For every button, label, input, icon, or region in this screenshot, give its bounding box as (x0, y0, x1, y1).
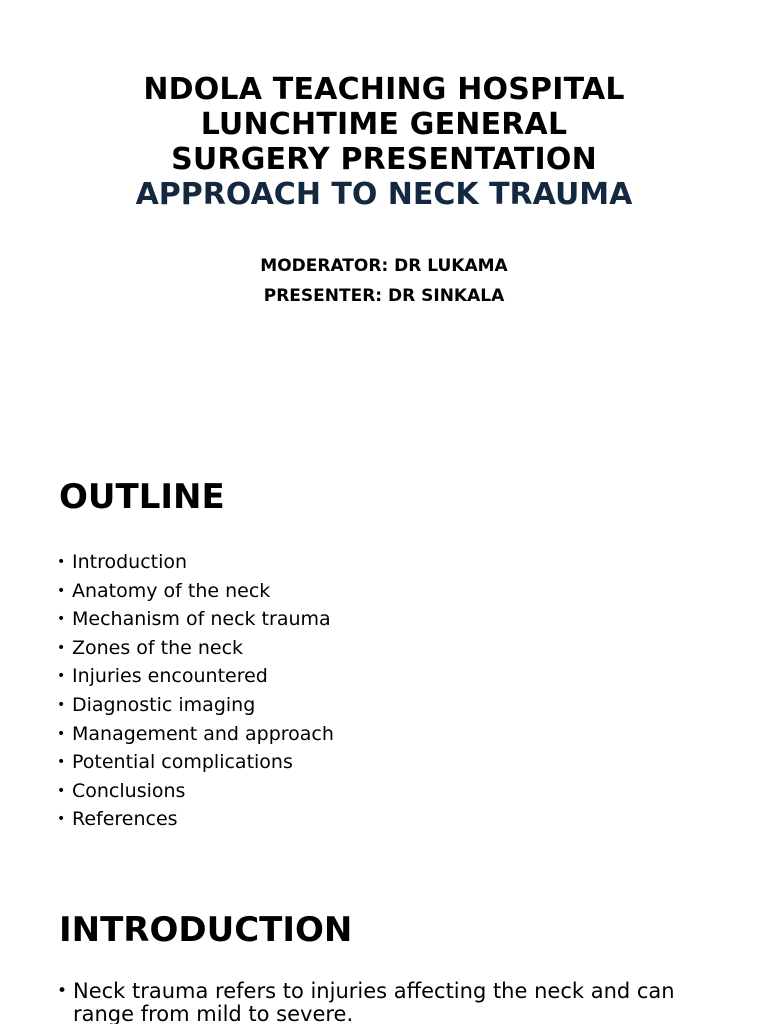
bullet-icon: • (57, 611, 66, 628)
list-item-text: Conclusions (72, 779, 186, 802)
bullet-icon: • (57, 811, 66, 828)
list-item (57, 548, 334, 577)
list-item (57, 662, 334, 691)
title-line: SURGERY PRESENTATION (171, 142, 597, 177)
list-item (57, 605, 334, 634)
title-slide (0, 0, 768, 420)
outline-list (57, 548, 334, 834)
bullet-icon: • (57, 639, 66, 656)
bullet-icon: • (57, 754, 66, 771)
list-item (57, 777, 334, 806)
list-item-text: Anatomy of the neck (72, 579, 271, 602)
list-item (57, 748, 334, 777)
list-item (57, 805, 334, 834)
bullet-icon: • (57, 782, 66, 799)
title-line: NDOLA TEACHING HOSPITAL (143, 72, 625, 107)
presentation-subtitle: APPROACH TO NECK TRAUMA (135, 177, 633, 212)
bullet-icon: • (57, 582, 66, 599)
introduction-slide (0, 860, 768, 1024)
title-line: LUNCHTIME GENERAL (200, 107, 568, 142)
presentation-title (0, 72, 768, 212)
list-item-text: Injuries encountered (72, 665, 268, 688)
list-item (57, 634, 334, 663)
moderator-name: MODERATOR: DR LUKAMA (260, 256, 508, 276)
presenter-name: PRESENTER: DR SINKALA (263, 286, 505, 306)
bullet-icon: • (57, 981, 68, 1001)
outline-slide (0, 420, 768, 860)
list-item-text: Introduction (72, 551, 188, 573)
bullet-icon: • (57, 696, 66, 713)
presenters-block (0, 251, 768, 311)
list-item (57, 980, 697, 1024)
list-item-text: Management and approach (72, 722, 334, 745)
list-item (57, 691, 334, 720)
list-item-text: Mechanism of neck trauma (72, 608, 331, 631)
bullet-icon: • (57, 668, 66, 685)
bullet-icon: • (57, 554, 66, 570)
list-item-text: Potential complications (72, 751, 293, 774)
list-item-text: Diagnostic imaging (72, 693, 256, 716)
list-item-text: Neck trauma refers to injuries affecting the neck and can range from mild to severe. (73, 979, 675, 1024)
introduction-list (57, 980, 697, 1024)
list-item (57, 577, 334, 606)
list-item-text: References (72, 808, 178, 831)
list-item (57, 720, 334, 749)
outline-heading: OUTLINE (59, 477, 225, 517)
introduction-heading: INTRODUCTION (59, 910, 353, 950)
list-item-text: Zones of the neck (72, 636, 244, 659)
bullet-icon: • (57, 725, 66, 742)
